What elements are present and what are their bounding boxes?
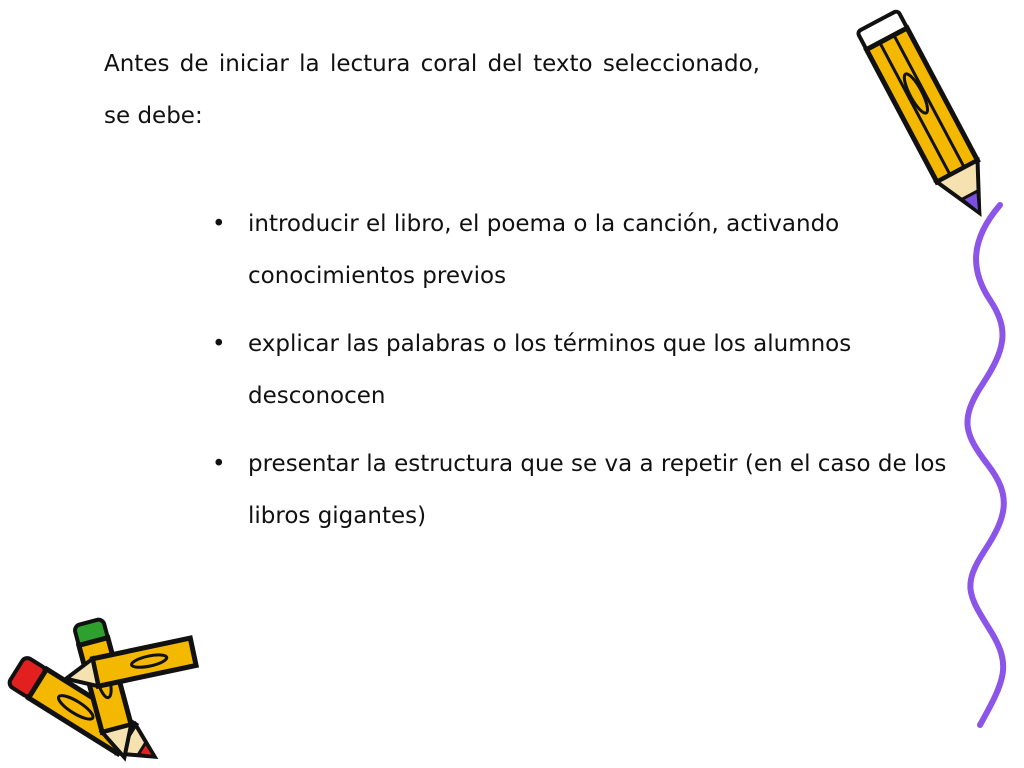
crossed-pencils-icon [0,615,210,765]
bullet-marker: • [212,331,226,357]
bullet-text: introducir el libro, el poema o la canción, activando conocimientos previos [248,211,840,289]
bullet-marker: • [212,451,226,477]
wavy-line-decoration [960,200,1010,730]
bullet-text: explicar las palabras o los términos que los alumnos desconocen [248,331,852,409]
pencil-icon [855,0,1005,245]
bullet-text: presentar la estructura que se va a repetir (en el caso de los libros gigantes) [248,451,947,529]
list-item [212,318,972,422]
list-item [212,438,972,542]
bullet-list [212,198,972,558]
intro-paragraph: Antes de iniciar la lectura coral del texto seleccionado, se debe: [104,51,760,129]
bullet-marker: • [212,211,226,237]
